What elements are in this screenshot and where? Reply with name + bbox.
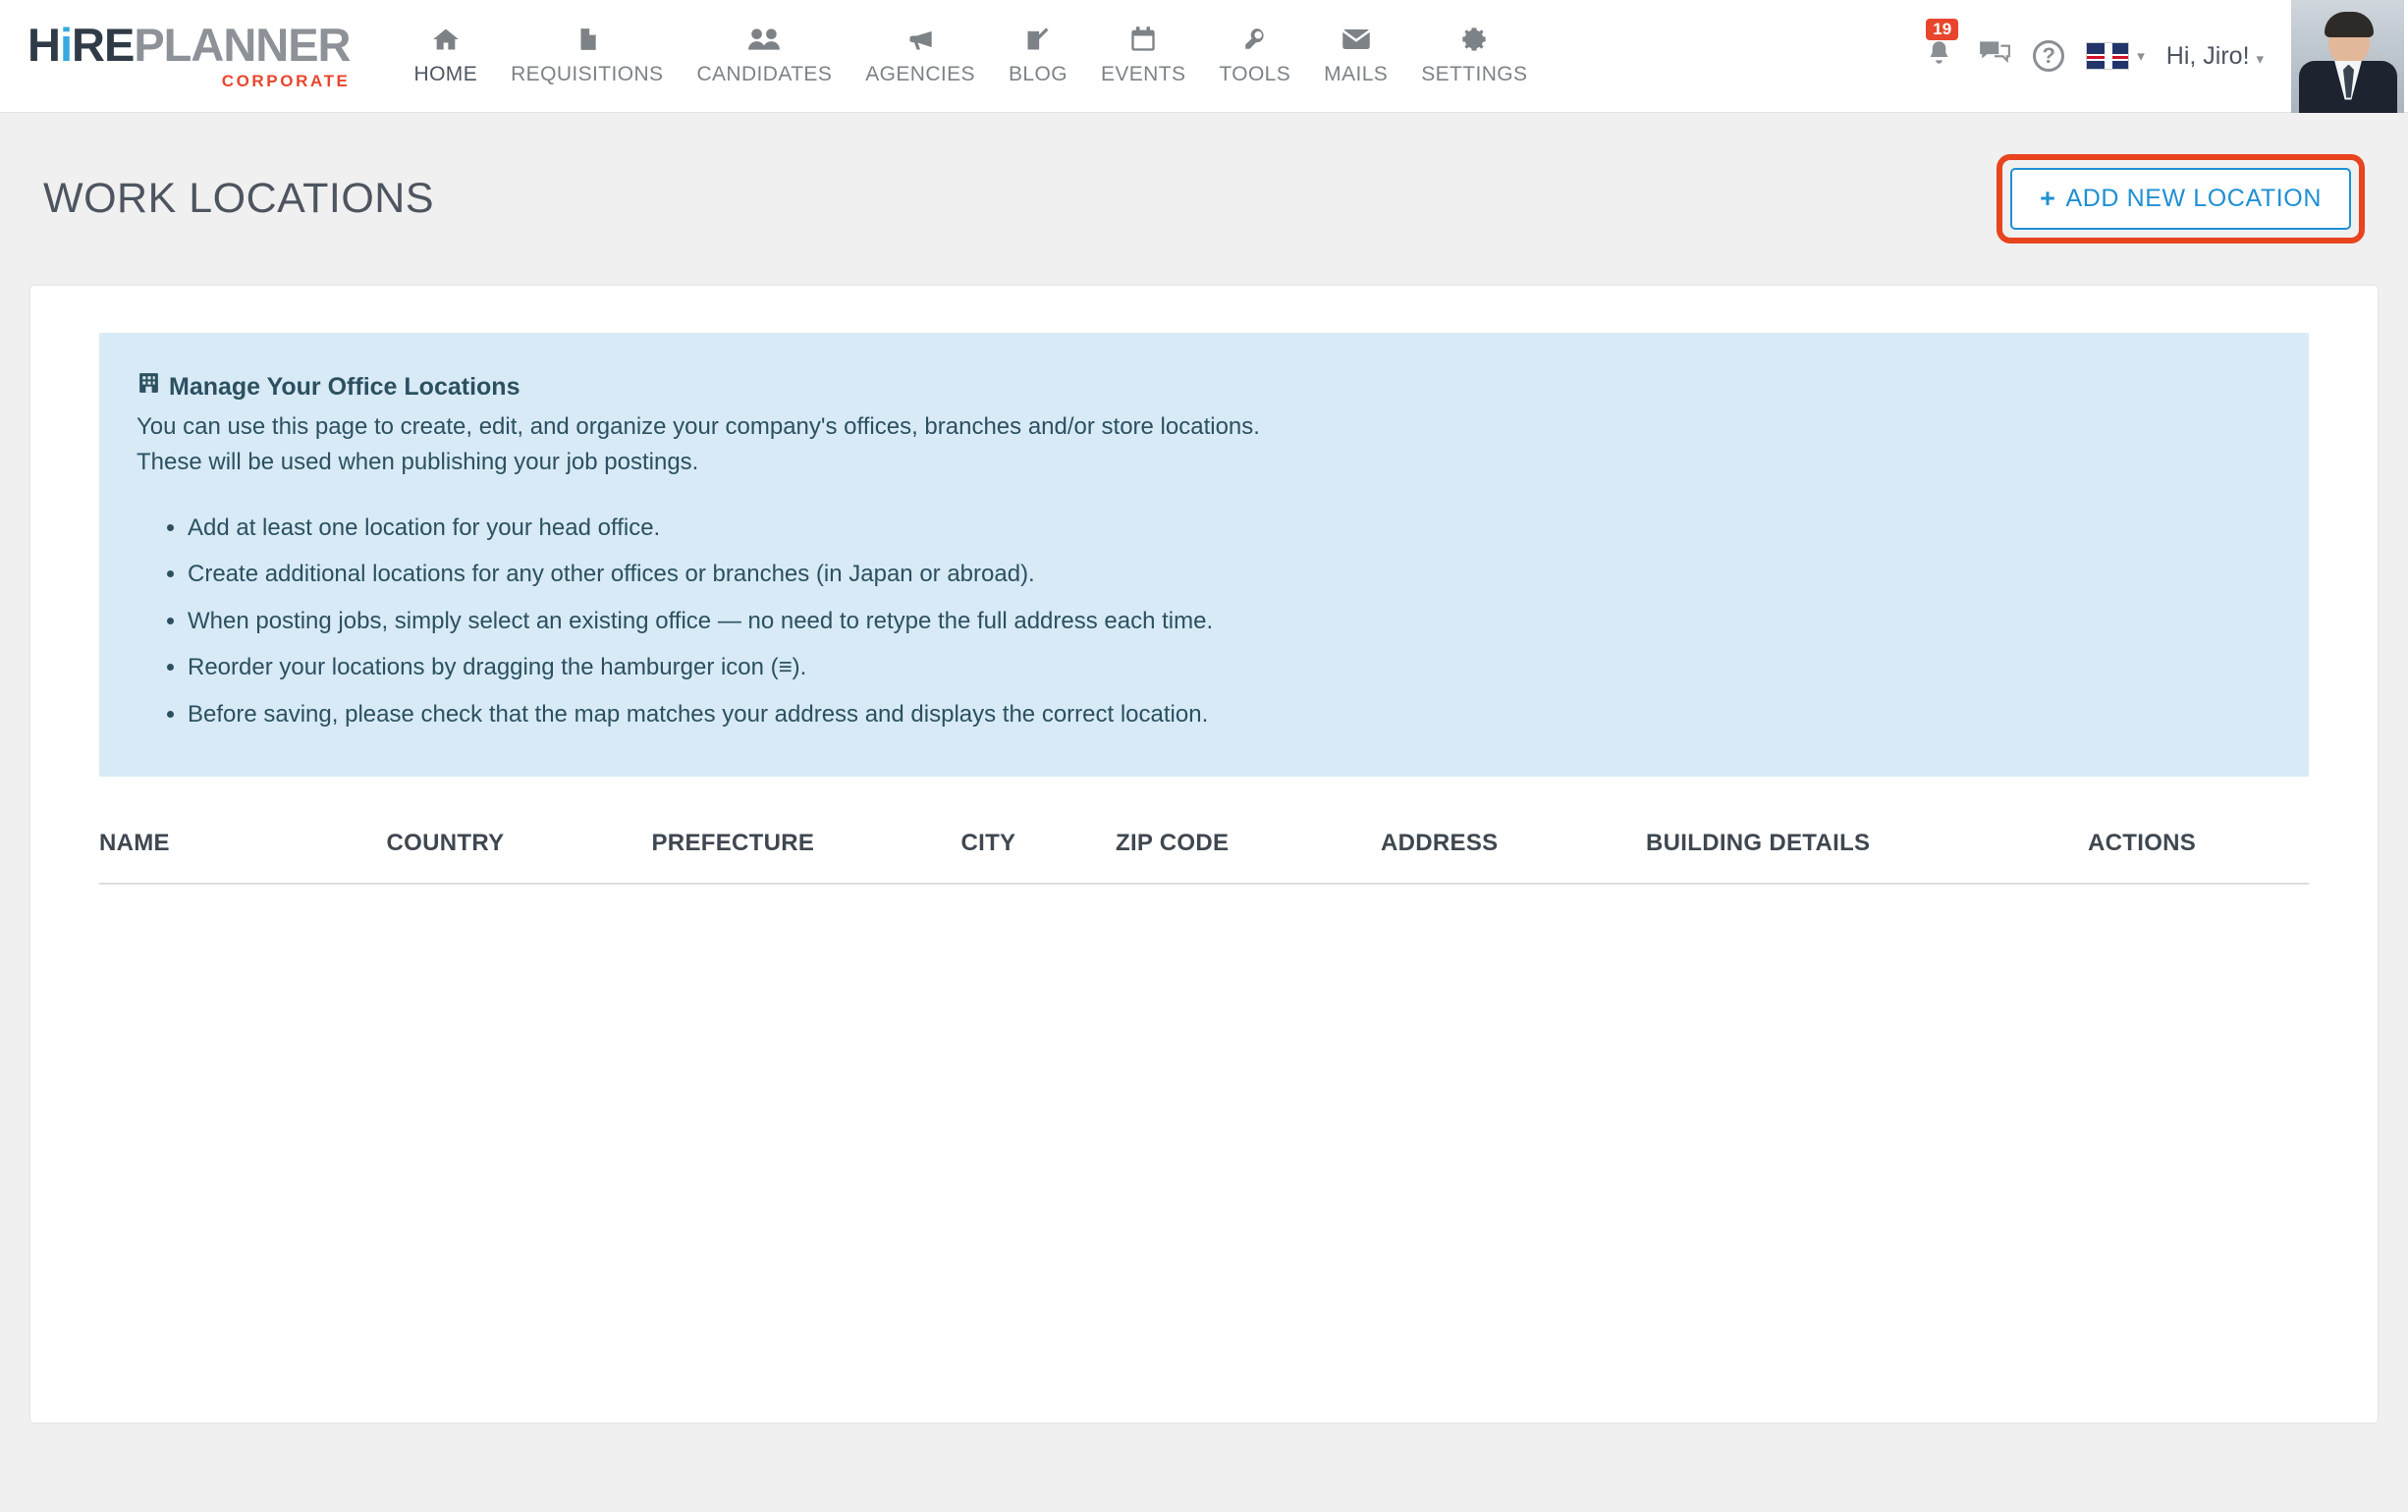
pencil-square-icon xyxy=(1024,26,1052,59)
language-selector[interactable] xyxy=(2086,42,2145,70)
chevron-down-icon-user: ▾ xyxy=(2256,50,2264,68)
nav-item-tools[interactable] xyxy=(1202,26,1307,86)
page-title: WORK LOCATIONS xyxy=(43,175,435,222)
table-empty-state xyxy=(99,884,2309,893)
nav-label-events: EVENTS xyxy=(1100,63,1186,85)
nav-label-requisitions: REQUISITIONS xyxy=(511,63,664,85)
column-header-prefecture[interactable]: PREFECTURE xyxy=(652,830,961,884)
plus-icon: + xyxy=(2040,184,2056,213)
chat-button[interactable] xyxy=(1978,37,2011,75)
table-header-row xyxy=(99,830,2309,884)
column-header-zip-code[interactable]: ZIP CODE xyxy=(1116,830,1381,884)
notifications-button[interactable] xyxy=(1922,20,1956,74)
envelope-icon xyxy=(1341,26,1371,59)
work-locations-card xyxy=(29,285,2379,1424)
nav-label-agencies: AGENCIES xyxy=(865,63,975,85)
work-locations-table xyxy=(99,830,2309,893)
info-bullet: • Create additional locations for any other offices or branches (in Japan or abroad). xyxy=(188,557,2271,592)
nav-item-settings[interactable] xyxy=(1404,26,1544,86)
column-header-name[interactable]: NAME xyxy=(99,830,387,884)
gear-icon xyxy=(1460,26,1488,59)
nav-label-blog: BLOG xyxy=(1008,63,1067,85)
nav-label-tools: TOOLS xyxy=(1219,63,1291,85)
main-menu xyxy=(398,26,1545,86)
bell-icon xyxy=(1926,43,1952,73)
add-new-location-label: ADD NEW LOCATION xyxy=(2065,185,2322,212)
nav-label-home: HOME xyxy=(413,63,478,85)
add-new-location-button[interactable] xyxy=(2010,168,2351,230)
table-body xyxy=(99,884,2309,893)
notification-badge: 19 xyxy=(1926,19,1958,40)
user-menu[interactable] xyxy=(2166,42,2264,71)
top-navbar xyxy=(0,0,2408,113)
help-icon[interactable]: ? xyxy=(2033,40,2064,72)
office-building-icon xyxy=(137,368,161,405)
nav-item-requisitions[interactable] xyxy=(494,26,680,86)
info-banner-title: Manage Your Office Locations xyxy=(169,373,520,401)
nav-item-home[interactable] xyxy=(398,26,495,86)
column-header-actions: ACTIONS xyxy=(2088,830,2309,884)
nav-item-candidates[interactable] xyxy=(680,26,848,86)
chevron-down-icon: ▾ xyxy=(2137,48,2145,65)
info-bullet: • Add at least one location for your head office. xyxy=(188,511,2271,546)
nav-item-blog[interactable] xyxy=(992,26,1084,86)
logo-text-planner: PLANNER xyxy=(134,18,351,71)
logo-hireplanner[interactable] xyxy=(27,18,351,91)
nav-item-mails[interactable] xyxy=(1307,26,1404,86)
logo-text-re: RE xyxy=(72,18,135,71)
page-header xyxy=(0,113,2408,285)
greeting-text: Hi, Jiro! xyxy=(2165,41,2250,70)
nav-item-agencies[interactable] xyxy=(848,26,992,86)
info-banner-line2: These will be used when publishing your job postings. xyxy=(137,449,699,476)
nav-label-candidates: CANDIDATES xyxy=(696,63,833,85)
column-header-address[interactable]: ADDRESS xyxy=(1381,830,1646,884)
column-header-country[interactable]: COUNTRY xyxy=(387,830,652,884)
info-banner-line1: You can use this page to create, edit, and organize your company's offices, branches and/or store locations. xyxy=(137,413,1260,440)
info-bullet: • Reorder your locations by dragging the hamburger icon (≡). xyxy=(188,650,2271,685)
add-new-location-highlight xyxy=(1997,154,2365,243)
info-bullet: • When posting jobs, simply select an existing office — no need to retype the full address each time. xyxy=(188,604,2271,639)
logo-subtitle: CORPORATE xyxy=(221,71,351,90)
avatar[interactable] xyxy=(2291,0,2404,113)
column-header-city[interactable]: CITY xyxy=(961,830,1117,884)
info-banner-title-row xyxy=(137,368,2271,405)
column-header-building-details[interactable]: BUILDING DETAILS xyxy=(1646,830,2088,884)
table-header xyxy=(99,830,2309,884)
nav-label-settings: SETTINGS xyxy=(1421,63,1528,85)
document-icon xyxy=(575,26,600,59)
info-bullet: • Before saving, please check that the map matches your address and displays the correct location. xyxy=(188,697,2271,732)
home-icon xyxy=(431,26,461,59)
megaphone-icon xyxy=(905,26,935,59)
navbar-right-cluster xyxy=(1922,0,2381,113)
uk-flag-icon xyxy=(2086,42,2129,70)
logo-text-hire: H xyxy=(27,18,60,71)
calendar-icon xyxy=(1129,26,1157,59)
nav-label-mails: MAILS xyxy=(1324,63,1389,85)
nav-item-events[interactable] xyxy=(1084,26,1202,86)
info-banner xyxy=(99,333,2309,777)
info-banner-bullets xyxy=(154,511,2271,732)
logo-text-i: i xyxy=(59,18,73,71)
wrench-icon xyxy=(1242,26,1268,59)
users-icon xyxy=(747,26,781,59)
